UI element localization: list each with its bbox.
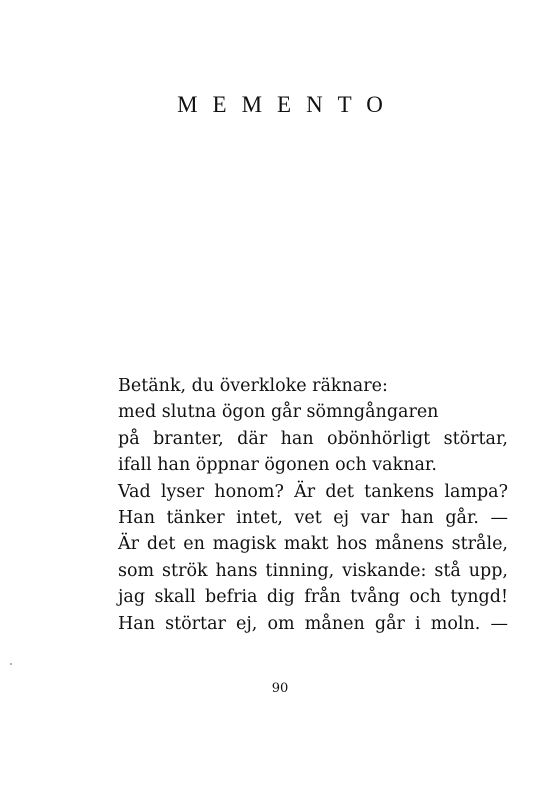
poem-line: ifall han öppnar ögonen och vaknar. bbox=[118, 455, 437, 476]
poem-line: Vad lyser honom? Är det tankens lampa? bbox=[118, 481, 508, 502]
poem-line: jag skall befria dig från tvång och tyngd! bbox=[118, 587, 508, 608]
poem-line: på branter, där han obönhörligt störtar, bbox=[118, 428, 508, 449]
poem-body bbox=[118, 373, 508, 637]
poem-line: Han störtar ej, om månen går i moln. — bbox=[118, 613, 508, 634]
paper-speck bbox=[10, 663, 12, 665]
poem-title: MEMENTO bbox=[177, 92, 398, 117]
poem-line: som strök hans tinning, viskande: stå upp, bbox=[118, 560, 508, 581]
poem-line: Betänk, du överkloke räknare: bbox=[118, 376, 388, 396]
poem-line: med slutna ögon går sömngångaren bbox=[118, 402, 439, 423]
poem-line: Är det en magisk makt hos månens stråle, bbox=[118, 534, 508, 555]
page-number: 90 bbox=[271, 681, 289, 696]
poem-line: Han tänker intet, vet ej var han går. — bbox=[118, 507, 508, 528]
